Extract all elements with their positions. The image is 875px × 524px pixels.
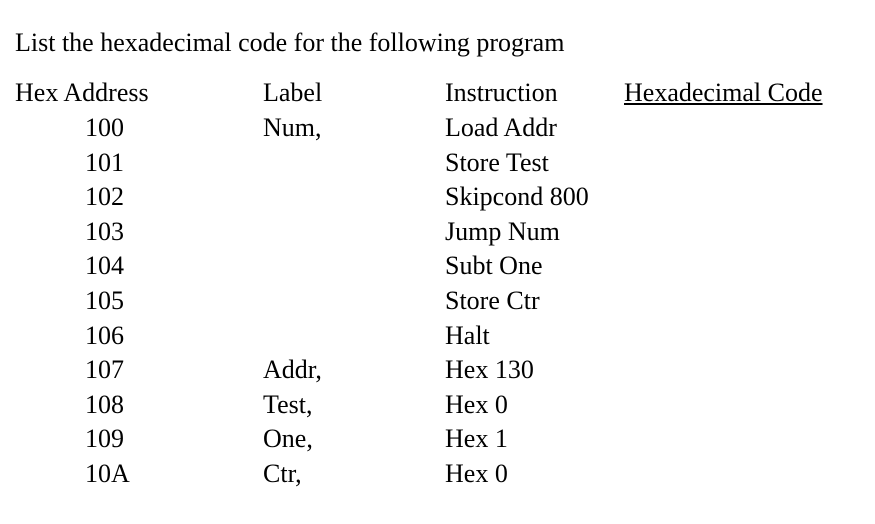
row-label: Test, [263, 389, 313, 419]
row-instruction: Hex 130 [445, 355, 534, 385]
row-address: 104 [85, 251, 124, 281]
header-label: Label [263, 78, 323, 107]
row-address: 103 [85, 216, 124, 246]
row-label: Addr, [263, 355, 322, 385]
row-address: 105 [85, 286, 124, 315]
header-instruction: Instruction [445, 78, 558, 107]
row-label: Ctr, [263, 459, 302, 488]
row-address: 109 [85, 424, 124, 454]
row-address: 102 [85, 182, 124, 212]
row-instruction: Jump Num [445, 216, 560, 246]
row-instruction: Hex 0 [445, 389, 508, 419]
row-address: 101 [85, 147, 124, 177]
row-instruction: Store Test [445, 147, 549, 177]
row-address: 107 [85, 355, 124, 385]
row-instruction: Subt One [445, 251, 543, 281]
row-address: 100 [85, 113, 124, 142]
header-hex-address: Hex Address [15, 78, 149, 107]
row-instruction: Skipcond 800 [445, 182, 589, 212]
row-instruction: Store Ctr [445, 286, 540, 315]
question-title: List the hexadecimal code for the following program [15, 28, 565, 57]
header-hexadecimal-code: Hexadecimal Code [624, 78, 823, 107]
row-instruction: Load Addr [445, 113, 557, 142]
row-label: One, [263, 424, 313, 454]
row-label: Num, [263, 113, 322, 142]
row-address: 108 [85, 389, 124, 419]
row-address: 10A [85, 459, 130, 488]
row-address: 106 [85, 320, 124, 350]
row-instruction: Hex 1 [445, 424, 508, 454]
row-instruction: Halt [445, 320, 490, 350]
row-instruction: Hex 0 [445, 459, 508, 488]
